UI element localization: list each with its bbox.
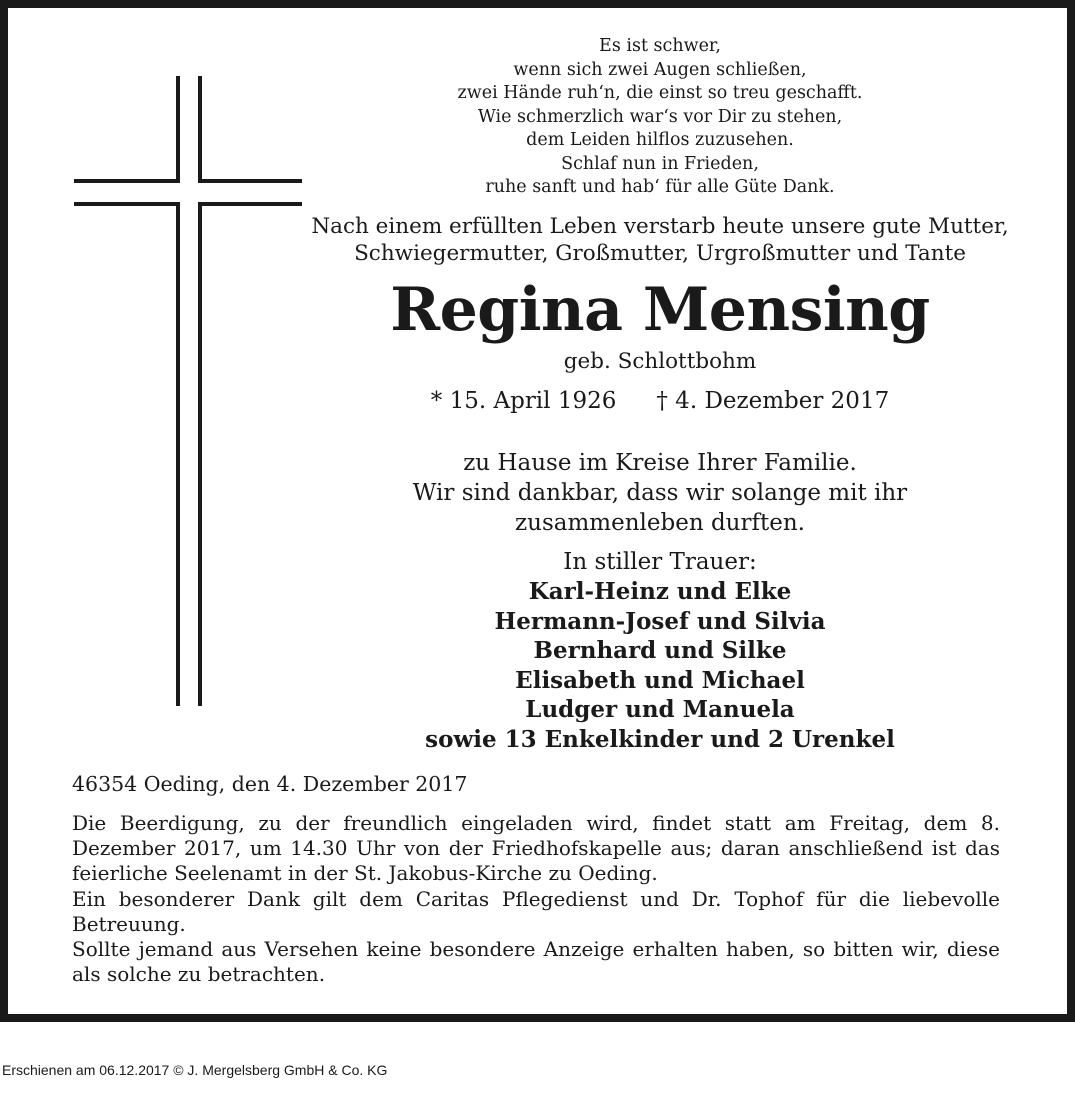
- life-dates: [305, 385, 1015, 417]
- funeral-paragraph: Die Beerdigung, zu der freundlich eingeladen wird, findet statt am Freitag, dem 8. Dezember 2017, um 14.30 Uhr von der Friedhofskapelle aus; daran anschließend ist das feierliche Seelenamt in der St. Jakobus-Kirche zu Oeding.: [72, 811, 1000, 886]
- death-date: † 4. Dezember 2017: [656, 388, 890, 414]
- poem-line: wenn sich zwei Augen schließen,: [513, 59, 807, 80]
- home-line: zusammenleben durften.: [515, 510, 805, 536]
- home-text: [305, 448, 1015, 538]
- poem-line: dem Leiden hilflos zuzusehen.: [526, 130, 794, 150]
- mourning-label: In stiller Trauer:: [563, 549, 757, 575]
- mourner-name: Ludger und Manuela: [525, 696, 795, 724]
- birth-name: geb. Schlottbohm: [563, 349, 757, 374]
- notice-paragraph: Sollte jemand aus Versehen keine besondere Anzeige erhalten haben, so bitten wir, diese als solche zu betrachten.: [72, 937, 1000, 987]
- mourner-name: Karl-Heinz und Elke: [528, 578, 792, 605]
- cross-icon: [74, 76, 304, 708]
- deceased-name: Regina Mensing: [390, 275, 930, 345]
- place-date: 46354 Oeding, den 4. Dezember 2017: [72, 772, 468, 796]
- mourner-name: sowie 13 Enkelkinder und 2 Urenkel: [425, 725, 895, 753]
- poem: [305, 35, 1015, 200]
- poem-line: Es ist schwer,: [599, 36, 721, 56]
- poem-line: ruhe sanft und hab‘ für alle Güte Dank.: [485, 177, 835, 197]
- poem-line: Wie schmerzlich war‘s vor Dir zu stehen,: [477, 106, 843, 127]
- mourner-name: Hermann-Josef und Silvia: [494, 607, 826, 635]
- poem-line: zwei Hände ruh‘n, die einst so treu geschafft.: [457, 83, 863, 103]
- intro-line: Nach einem erfüllten Leben verstarb heute unsere gute Mutter,: [311, 214, 1009, 239]
- mourners-list: [305, 577, 1015, 755]
- publication-footer: Erschienen am 06.12.2017 © J. Mergelsberg GmbH & Co. KG: [2, 1062, 388, 1078]
- funeral-details: [72, 811, 1000, 987]
- home-line: zu Hause im Kreise Ihrer Familie.: [463, 450, 857, 476]
- birth-date: * 15. April 1926: [430, 388, 617, 414]
- mourner-name: Elisabeth und Michael: [515, 666, 805, 694]
- intro-line: Schwiegermutter, Großmutter, Urgroßmutter und Tante: [354, 241, 966, 266]
- poem-line: Schlaf nun in Frieden,: [561, 153, 759, 174]
- thanks-paragraph: Ein besonderer Dank gilt dem Caritas Pflegedienst und Dr. Tophof für die liebevolle Betreuung.: [72, 886, 1000, 936]
- intro-text: [305, 213, 1015, 267]
- home-line: Wir sind dankbar, dass wir solange mit ihr: [412, 480, 908, 506]
- mourner-name: Bernhard und Silke: [533, 637, 787, 665]
